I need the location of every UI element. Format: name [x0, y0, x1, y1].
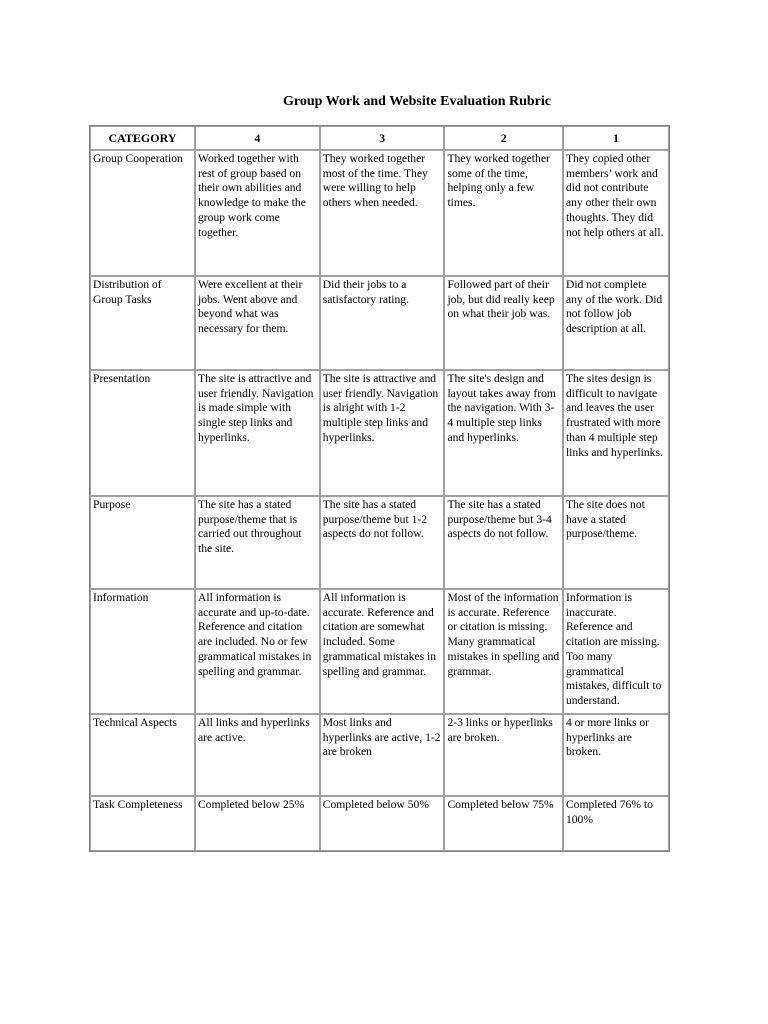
header-score-3: 3 — [320, 126, 445, 150]
table-row — [90, 276, 669, 370]
cell-score-3: Most links and hyperlinks are active, 1-2 are broken — [320, 714, 445, 796]
row-category: Technical Aspects — [90, 714, 195, 796]
table-row — [90, 589, 669, 714]
document-title: Group Work and Website Evaluation Rubric — [282, 94, 551, 109]
cell-score-1: Did not complete any of the work. Did not follow job description at all. — [563, 276, 669, 370]
row-category: Task Completeness — [90, 796, 195, 851]
cell-score-4: The site has a stated purpose/theme that is carried out throughout the site. — [195, 496, 320, 589]
cell-score-2: Completed below 75% — [444, 796, 563, 851]
cell-score-3: Did their jobs to a satisfactory rating. — [320, 276, 445, 370]
cell-score-1: The sites design is difficult to navigate and leaves the user frustrated with more than 4 multiple step links and hyperlinks. — [563, 370, 669, 496]
cell-score-2: Followed part of their job, but did really keep on what their job was. — [444, 276, 563, 370]
header-category: CATEGORY — [90, 126, 195, 150]
table-row — [90, 496, 669, 589]
cell-score-2: The site's design and layout takes away from the navigation. With 3-4 multiple step links and hyperlinks. — [444, 370, 563, 496]
header-row — [90, 126, 669, 150]
cell-score-3: They worked together most of the time. They were willing to help others when needed. — [320, 150, 445, 276]
cell-score-1: They copied other members’ work and did not contribute any other their own thoughts. They did not help others at all. — [563, 150, 669, 276]
cell-score-1: Completed 76% to 100% — [563, 796, 669, 851]
header-score-1: 1 — [563, 126, 669, 150]
row-category: Distribution of Group Tasks — [90, 276, 195, 370]
cell-score-3: Completed below 50% — [320, 796, 445, 851]
cell-score-3: The site is attractive and user friendly. Navigation is alright with 1-2 multiple step links and hyperlinks. — [320, 370, 445, 496]
header-score-2: 2 — [444, 126, 563, 150]
row-category: Purpose — [90, 496, 195, 589]
cell-score-1: The site does not have a stated purpose/theme. — [563, 496, 669, 589]
cell-score-3: The site has a stated purpose/theme but 1-2 aspects do not follow. — [320, 496, 445, 589]
cell-score-2: 2-3 links or hyperlinks are broken. — [444, 714, 563, 796]
rubric-table — [89, 125, 670, 852]
row-category: Group Cooperation — [90, 150, 195, 276]
cell-score-2: They worked together some of the time, helping only a few times. — [444, 150, 563, 276]
cell-score-3: All information is accurate. Reference and citation are somewhat included. Some grammatical mistakes in spelling and grammar. — [320, 589, 445, 714]
cell-score-4: The site is attractive and user friendly. Navigation is made simple with single step links and hyperlinks. — [195, 370, 320, 496]
cell-score-4: Were excellent at their jobs. Went above and beyond what was necessary for them. — [195, 276, 320, 370]
header-score-4: 4 — [195, 126, 320, 150]
cell-score-2: The site has a stated purpose/theme but 3-4 aspects do not follow. — [444, 496, 563, 589]
cell-score-1: 4 or more links or hyperlinks are broken. — [563, 714, 669, 796]
cell-score-4: All information is accurate and up-to-date. Reference and citation are included. No or few grammatical mistakes in spelling and grammar. — [195, 589, 320, 714]
table-row — [90, 150, 669, 276]
table-row — [90, 796, 669, 851]
table-row — [90, 370, 669, 496]
cell-score-4: Completed below 25% — [195, 796, 320, 851]
row-category: Information — [90, 589, 195, 714]
cell-score-2: Most of the information is accurate. Reference or citation is missing. Many grammatical mistakes in spelling and grammar. — [444, 589, 563, 714]
cell-score-1: Information is inaccurate. Reference and citation are missing. Too many grammatical mistakes, difficult to understand. — [563, 589, 669, 714]
cell-score-4: All links and hyperlinks are active. — [195, 714, 320, 796]
table-row — [90, 714, 669, 796]
cell-score-4: Worked together with rest of group based on their own abilities and knowledge to make the group work come together. — [195, 150, 320, 276]
row-category: Presentation — [90, 370, 195, 496]
